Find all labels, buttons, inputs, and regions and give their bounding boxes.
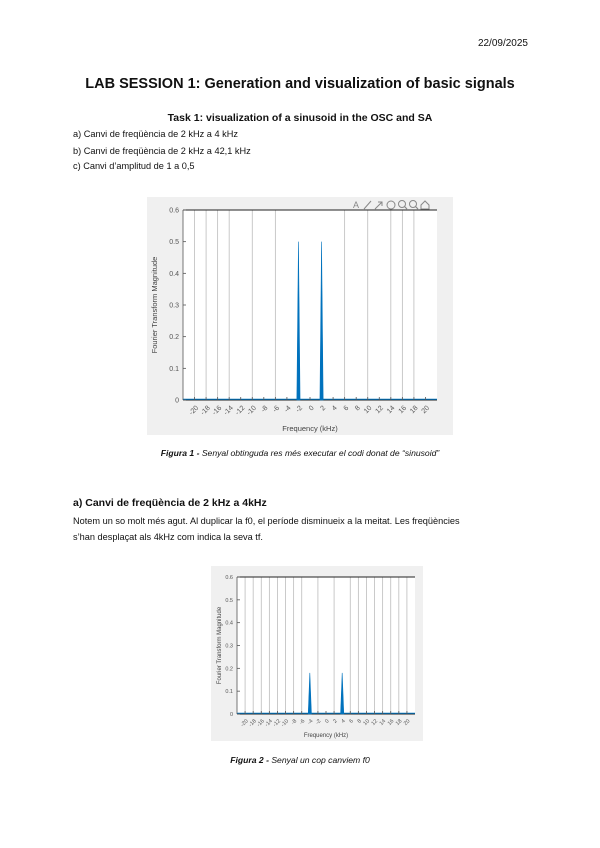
x-tick-label: 16 bbox=[397, 404, 409, 416]
paragraph-line: Notem un so molt més agut. Al duplicar la f0, el període disminueix a la meitat. Les freqüències bbox=[73, 516, 460, 526]
y-axis-label: Fourier Transform Magnitude bbox=[150, 256, 159, 354]
x-tick-label: -18 bbox=[247, 718, 258, 729]
x-tick-label: -8 bbox=[290, 718, 299, 727]
figure-1 bbox=[147, 197, 453, 435]
y-tick-label: 0.6 bbox=[225, 574, 233, 581]
caption-text: Senyal obtinguda res més executar el codi donat de “sinusoid” bbox=[199, 448, 440, 458]
paragraph-line: s’han desplaçat als 4kHz com indica la seva tf. bbox=[73, 532, 263, 542]
caption-label: Figura 1 - bbox=[160, 448, 200, 458]
x-tick-label: 14 bbox=[386, 404, 397, 416]
figure-1-caption bbox=[0, 448, 600, 458]
section-heading-a: a) Canvi de freqüència de 2 kHz a 4kHz bbox=[73, 497, 267, 509]
x-tick-label: 0 bbox=[324, 718, 331, 725]
x-tick-label: 4 bbox=[340, 718, 347, 725]
home-icon[interactable] bbox=[421, 201, 429, 209]
y-tick-label: 0.3 bbox=[225, 643, 233, 650]
spectrum-chart-2 bbox=[211, 566, 423, 741]
y-tick-label: 0 bbox=[229, 711, 233, 718]
y-tick-label: 0.2 bbox=[225, 666, 233, 673]
x-tick-label: 4 bbox=[331, 404, 339, 413]
figure-2 bbox=[211, 566, 423, 741]
arrow-icon[interactable] bbox=[375, 202, 382, 209]
x-tick-label: -4 bbox=[283, 404, 293, 415]
x-tick-label: -20 bbox=[188, 404, 201, 417]
list-item: a) Canvi de freqüència de 2 kHz a 4 kHz bbox=[73, 129, 238, 139]
x-tick-label: -12 bbox=[272, 718, 283, 729]
zoom-out-icon[interactable] bbox=[410, 201, 419, 210]
y-tick-label: 0.1 bbox=[169, 365, 179, 373]
list-item: b) Canvi de freqüència de 2 kHz a 42,1 kHz bbox=[73, 146, 251, 156]
x-tick-label: 10 bbox=[362, 404, 374, 416]
x-tick-label: 20 bbox=[420, 404, 432, 416]
y-tick-label: 0 bbox=[175, 397, 179, 405]
x-tick-label: -2 bbox=[294, 404, 305, 415]
x-tick-label: 6 bbox=[342, 404, 351, 413]
x-tick-label: 0 bbox=[307, 404, 316, 413]
y-tick-label: 0.3 bbox=[169, 302, 179, 310]
x-tick-label: 18 bbox=[409, 404, 420, 416]
x-tick-label: -10 bbox=[245, 404, 258, 417]
x-tick-label: -2 bbox=[314, 718, 323, 727]
x-tick-label: 16 bbox=[386, 718, 396, 727]
x-axis-label: Frequency (kHz) bbox=[282, 424, 338, 433]
x-tick-label: -8 bbox=[260, 404, 270, 415]
x-tick-label: 12 bbox=[370, 718, 380, 727]
pan-icon[interactable] bbox=[387, 201, 395, 209]
x-tick-label: -10 bbox=[280, 718, 291, 729]
x-tick-label: -16 bbox=[256, 718, 266, 729]
y-tick-label: 0.2 bbox=[169, 334, 179, 342]
figure-2-caption bbox=[0, 755, 600, 765]
document-title: LAB SESSION 1: Generation and visualization of basic signals bbox=[85, 76, 515, 92]
x-tick-label: -14 bbox=[222, 404, 235, 417]
y-axis-label: Fourier Transform Magnitude bbox=[217, 606, 223, 685]
line-icon[interactable] bbox=[364, 201, 371, 209]
x-tick-label: -16 bbox=[211, 404, 224, 417]
x-tick-label: 2 bbox=[332, 718, 339, 725]
task-title: Task 1: visualization of a sinusoid in the OSC and SA bbox=[167, 112, 433, 124]
y-tick-label: 0.5 bbox=[169, 239, 179, 247]
x-tick-label: -12 bbox=[234, 404, 247, 417]
x-tick-label: 20 bbox=[402, 718, 412, 727]
x-tick-label: 2 bbox=[319, 404, 328, 413]
x-tick-label: -14 bbox=[264, 718, 274, 729]
y-tick-label: 0.5 bbox=[225, 597, 233, 604]
plot-area bbox=[183, 210, 437, 400]
y-tick-label: 0.6 bbox=[169, 207, 179, 215]
x-tick-label: -6 bbox=[271, 404, 282, 415]
x-tick-label: 8 bbox=[356, 718, 363, 725]
x-tick-label: -4 bbox=[306, 718, 315, 727]
x-tick-label: 10 bbox=[362, 718, 372, 727]
plot-toolbar[interactable] bbox=[353, 200, 429, 210]
header-date: 22/09/2025 bbox=[477, 38, 528, 49]
list-item: c) Canvi d’amplitud de 1 a 0,5 bbox=[73, 161, 195, 171]
svg-text:A: A bbox=[353, 200, 360, 210]
caption-text: Senyal un cop canviem f0 bbox=[268, 755, 370, 765]
x-tick-label: -20 bbox=[239, 718, 250, 729]
x-tick-label: -18 bbox=[199, 404, 212, 417]
plot-area bbox=[237, 577, 415, 714]
text-icon[interactable] bbox=[353, 200, 359, 210]
x-tick-label: 12 bbox=[374, 404, 385, 416]
caption-label: Figura 2 - bbox=[230, 755, 269, 765]
x-tick-label: -6 bbox=[298, 718, 307, 727]
zoom-in-icon[interactable] bbox=[399, 201, 408, 210]
spectrum-chart-1 bbox=[147, 197, 453, 435]
x-tick-label: 18 bbox=[394, 718, 404, 727]
x-tick-label: 8 bbox=[354, 404, 362, 413]
y-tick-label: 0.1 bbox=[225, 689, 233, 696]
y-tick-label: 0.4 bbox=[169, 270, 179, 278]
x-tick-label: 6 bbox=[348, 718, 355, 725]
x-tick-label: 14 bbox=[378, 718, 388, 727]
x-axis-label: Frequency (kHz) bbox=[303, 733, 349, 739]
y-tick-label: 0.4 bbox=[225, 620, 233, 627]
